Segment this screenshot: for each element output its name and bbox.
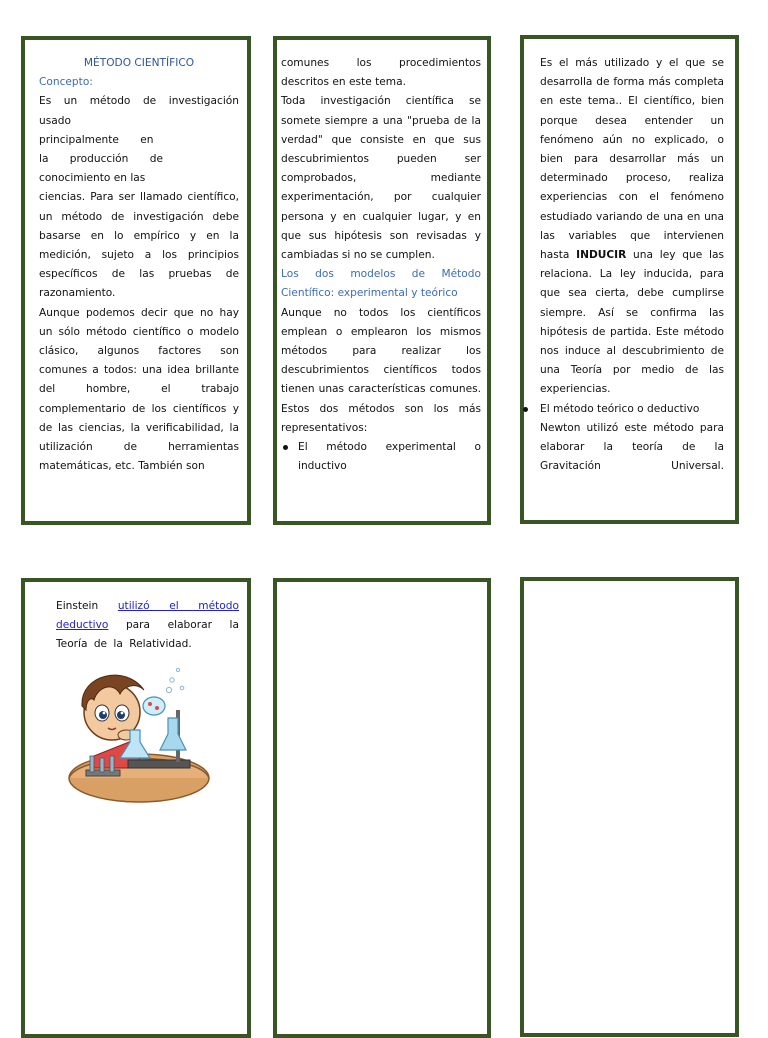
- list-item: [281, 438, 481, 476]
- paragraph: comunes los procedimientos descritos en este tema.: [281, 57, 481, 89]
- paragraph: Aunque podemos decir que no hay un sólo método científico o modelo clásico, algunos factores son comunes a todos: una idea brillante del hombre, el trabajo complementario de los científicos y de las ciencias, la verificabilidad, la utilización de herramientas matemáticas, etc. También son: [39, 306, 239, 473]
- text-line: la producción de: [39, 153, 163, 166]
- method-list: [281, 438, 481, 476]
- concepto-label: Concepto:: [39, 76, 93, 89]
- list-item-label: El método teórico o deductivo: [540, 402, 700, 415]
- list-item: [540, 400, 724, 419]
- text-line: usado: [39, 114, 71, 127]
- paragraph: ciencias. Para ser llamado científico, un método de investigación debe basarse en lo empírico y en la medición, sujeto a los principios específicos de las pruebas de razonamiento.: [39, 191, 239, 300]
- paragraph: Aunque no todos los científicos emplean o emplearon los mismos métodos para realizar los descubrimientos científicos todos tienen unas características comunes. Estos dos métodos son los más representativos:: [281, 306, 481, 434]
- paragraph: Toda investigación científica se somete siempre a una "prueba de la verdad" que consiste en que sus descubrimientos pueden ser comprobados, mediante experimentación, por cualquier persona y en cualquier lugar, y en que sus hipótesis son revisadas y cambiadas si no se cumplen.: [281, 95, 481, 262]
- panel-1-content: [39, 54, 239, 476]
- bullet-icon: [523, 407, 528, 412]
- paragraph: Newton utilizó este método para elaborar la teoría de la Gravitación Universal.: [540, 421, 724, 473]
- document-title: MÉTODO CIENTÍFICO: [83, 57, 195, 69]
- panel-2-content: [281, 54, 481, 476]
- list-item-label: El método experimental o inductivo: [298, 441, 481, 473]
- panel-5: [273, 578, 491, 1038]
- text-line: conocimiento en las: [39, 172, 146, 185]
- panel-6: [520, 577, 739, 1037]
- scientist-child-icon: [64, 660, 214, 804]
- section-heading: Los dos modelos de Método Científico: experimental y teórico: [281, 268, 481, 300]
- text-line: Es un método de investigación: [39, 95, 239, 108]
- emphasis-text: INDUCIR: [576, 249, 627, 262]
- paragraph: Einstein utilizó el método deductivo para elaborar la Teoría de la Relatividad.: [56, 600, 239, 651]
- scientist-child-illustration: [64, 660, 214, 804]
- paragraph: Es el más utilizado y el que se desarrolla de forma más completa en este tema.. El científico, bien porque desea entender un fenómeno aún no explicado, o bien para desarrollar más un determinado proceso, realiza experiencias con el fenómeno estudiado variando de una en una las variables que intervienen hasta INDUCIR una ley que las relaciona. La ley inducida, para que sea cierta, debe cumplirse siempre. Así se confirma las hipótesis de partida. Este método nos induce al descubrimiento de una Teoría por medio de las experiencias.: [540, 57, 724, 396]
- method-list-2: [540, 400, 724, 419]
- text-line: principalmente en: [39, 133, 154, 146]
- bullet-icon: [283, 445, 288, 450]
- panel-4-content: [56, 597, 239, 655]
- panel-3-content: [540, 54, 724, 476]
- deductive-method-link[interactable]: utilizó el método deductivo: [56, 600, 239, 632]
